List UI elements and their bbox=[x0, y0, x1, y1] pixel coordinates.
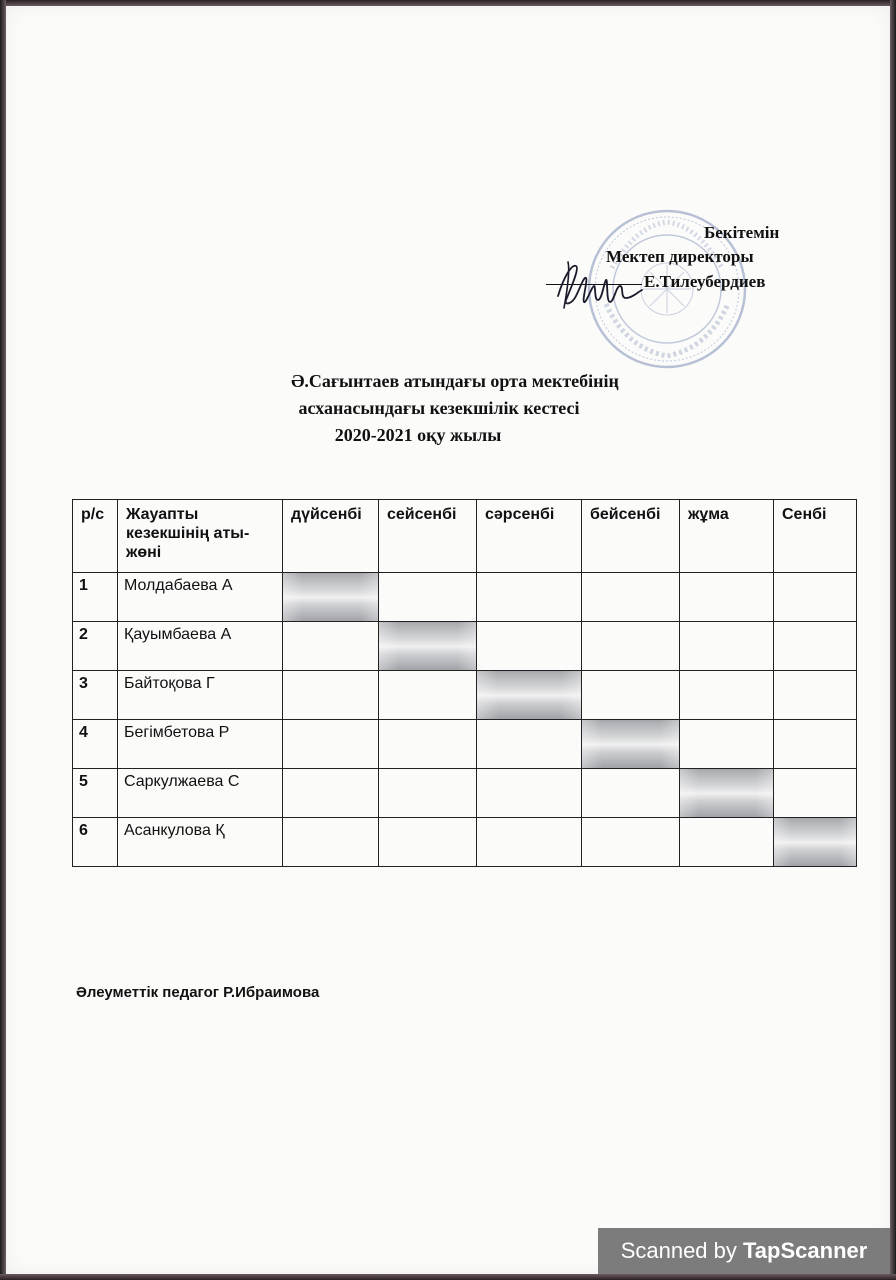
duty-person-name: Саркулжаева С bbox=[124, 773, 240, 790]
duty-day-cell bbox=[680, 818, 774, 867]
document-title bbox=[186, 368, 706, 449]
duty-day-cell bbox=[379, 818, 477, 867]
row-number: 1 bbox=[79, 577, 88, 594]
duty-day-cell-marked bbox=[680, 769, 774, 818]
watermark-brand: TapScanner bbox=[743, 1238, 868, 1263]
header-day-label: дүйсенбі bbox=[291, 506, 362, 523]
director-signature bbox=[554, 256, 646, 314]
header-friday bbox=[680, 500, 774, 573]
duty-day-cell-marked bbox=[477, 671, 582, 720]
row-number-cell bbox=[73, 573, 118, 622]
row-number: 2 bbox=[79, 626, 88, 643]
watermark-prefix: Scanned by bbox=[620, 1238, 743, 1263]
duty-day-cell bbox=[477, 818, 582, 867]
row-name-cell bbox=[118, 671, 283, 720]
row-number-cell bbox=[73, 720, 118, 769]
duty-day-cell bbox=[774, 573, 857, 622]
duty-day-cell-marked bbox=[379, 622, 477, 671]
table-row bbox=[73, 622, 857, 671]
duty-day-cell bbox=[283, 818, 379, 867]
header-day-label: Сенбі bbox=[782, 506, 827, 523]
scan-edge-top bbox=[0, 0, 896, 6]
duty-day-cell bbox=[774, 769, 857, 818]
row-number-cell bbox=[73, 818, 118, 867]
header-num bbox=[73, 500, 118, 573]
row-number: 6 bbox=[79, 822, 88, 839]
row-name-cell bbox=[118, 769, 283, 818]
table-row bbox=[73, 671, 857, 720]
duty-day-cell bbox=[477, 720, 582, 769]
duty-person-name: Молдабаева А bbox=[124, 577, 233, 594]
header-saturday bbox=[774, 500, 857, 573]
duty-day-cell bbox=[582, 671, 680, 720]
duty-day-cell bbox=[477, 769, 582, 818]
row-name-cell bbox=[118, 720, 283, 769]
header-day-label: сейсенбі bbox=[387, 506, 457, 523]
duty-day-cell bbox=[582, 769, 680, 818]
duty-day-cell bbox=[477, 622, 582, 671]
duty-day-cell bbox=[582, 622, 680, 671]
row-number-cell bbox=[73, 769, 118, 818]
table-header-row bbox=[73, 500, 857, 573]
header-num-label: р/с bbox=[81, 506, 105, 523]
duty-day-cell-marked bbox=[774, 818, 857, 867]
table-body bbox=[73, 573, 857, 867]
title-line-2: асханасындағы кезекшілік кестесі bbox=[298, 398, 580, 418]
row-name-cell bbox=[118, 573, 283, 622]
duty-day-cell bbox=[379, 769, 477, 818]
row-number: 3 bbox=[79, 675, 88, 692]
social-pedagogue-signature: Әлеуметтік педагог Р.Ибраимова bbox=[76, 984, 320, 1001]
duty-day-cell bbox=[283, 671, 379, 720]
duty-day-cell-marked bbox=[283, 573, 379, 622]
duty-day-cell bbox=[283, 622, 379, 671]
duty-day-cell bbox=[379, 720, 477, 769]
header-thursday bbox=[582, 500, 680, 573]
header-day-label: жұма bbox=[688, 506, 729, 523]
row-number-cell bbox=[73, 671, 118, 720]
header-wednesday bbox=[477, 500, 582, 573]
duty-day-cell bbox=[379, 671, 477, 720]
table-row bbox=[73, 720, 857, 769]
header-name-label: Жауапты кезекшінің аты-жөні bbox=[126, 506, 250, 561]
row-number: 4 bbox=[79, 724, 88, 741]
scan-edge-left bbox=[0, 0, 6, 1280]
table-row bbox=[73, 769, 857, 818]
table-row bbox=[73, 573, 857, 622]
header-tuesday bbox=[379, 500, 477, 573]
duty-person-name: Бегімбетова Р bbox=[124, 724, 230, 741]
duty-day-cell bbox=[680, 671, 774, 720]
duty-day-cell-marked bbox=[582, 720, 680, 769]
duty-day-cell bbox=[680, 622, 774, 671]
duty-day-cell bbox=[774, 671, 857, 720]
approval-position: Мектеп директоры bbox=[606, 247, 754, 266]
duty-day-cell bbox=[774, 720, 857, 769]
duty-day-cell bbox=[680, 573, 774, 622]
duty-day-cell bbox=[680, 720, 774, 769]
row-name-cell bbox=[118, 818, 283, 867]
title-line-1: Ә.Сағынтаев атындағы орта мектебінің bbox=[291, 371, 619, 391]
duty-person-name: Қауымбаева А bbox=[124, 626, 232, 643]
duty-day-cell bbox=[477, 573, 582, 622]
header-name bbox=[118, 500, 283, 573]
duty-day-cell bbox=[582, 573, 680, 622]
table-row bbox=[73, 818, 857, 867]
header-monday bbox=[283, 500, 379, 573]
duty-day-cell bbox=[283, 769, 379, 818]
duty-day-cell bbox=[379, 573, 477, 622]
scan-edge-bottom bbox=[0, 1274, 896, 1280]
approval-title: Бекітемін bbox=[704, 223, 780, 242]
row-number: 5 bbox=[79, 773, 88, 790]
scan-edge-right bbox=[890, 0, 896, 1280]
duty-day-cell bbox=[774, 622, 857, 671]
duty-day-cell bbox=[582, 818, 680, 867]
row-number-cell bbox=[73, 622, 118, 671]
duty-day-cell bbox=[283, 720, 379, 769]
scanner-watermark bbox=[598, 1228, 890, 1274]
title-line-3: 2020-2021 оқу жылы bbox=[334, 425, 502, 445]
header-day-label: сәрсенбі bbox=[485, 506, 555, 523]
duty-person-name: Асанкулова Қ bbox=[124, 822, 225, 839]
director-name: Е.Тилеубердиев bbox=[644, 272, 766, 291]
duty-schedule-table bbox=[72, 499, 857, 867]
row-name-cell bbox=[118, 622, 283, 671]
duty-person-name: Байтоқова Г bbox=[124, 675, 215, 692]
header-day-label: бейсенбі bbox=[590, 506, 661, 523]
